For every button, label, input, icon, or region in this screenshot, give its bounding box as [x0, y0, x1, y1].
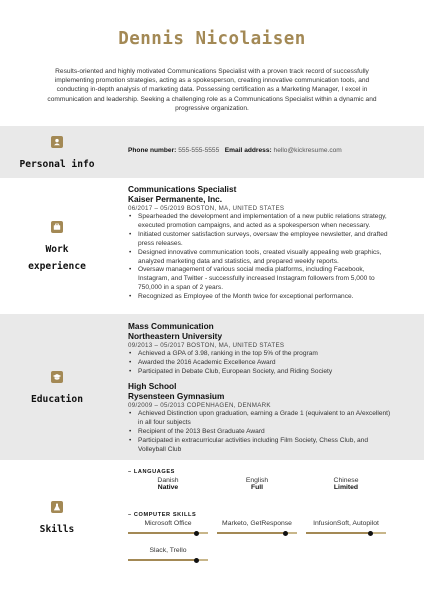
skill-name: Marketo, GetResponse	[222, 520, 292, 527]
skill-name: Microsoft Office	[144, 520, 192, 527]
phone-value: 555-555-5555	[178, 147, 220, 154]
education-bullets	[128, 350, 396, 377]
personal-info-title: Personal info	[19, 159, 95, 170]
skill-name: InfusionSoft, Autopilot	[313, 520, 379, 527]
skill-bar	[128, 532, 208, 534]
personal-info-section	[0, 126, 424, 178]
skills-heading	[0, 500, 114, 538]
degree-title: High School	[128, 381, 177, 391]
skill-dot	[283, 531, 288, 536]
skills-section	[0, 460, 424, 600]
language-level: Limited	[333, 484, 359, 491]
skill-marketo	[217, 519, 297, 534]
skills-title: Skills	[39, 524, 75, 535]
candidate-name: Dennis Nicolaisen	[118, 29, 306, 49]
graduation-cap-icon	[51, 371, 63, 383]
phone-label: Phone number:	[128, 147, 177, 154]
language-level: Full	[250, 484, 264, 491]
list-item: • Awarded the 2016 Academic Excellence Award	[128, 359, 396, 368]
language-english	[217, 477, 297, 491]
work-experience-heading	[0, 220, 114, 275]
contact-line	[128, 147, 396, 154]
computer-skills-label: – COMPUTER SKILLS	[128, 512, 197, 518]
summary-text: Results-oriented and highly motivated Communications Specialist with a proven track record of successfully implementing promotion strategies, acting as a spokesperson, creating innovative communication tools, and conducting in-depth analysis of marketing data. Possessing certification as a Marketing Manager, I excel in communication and leadership. Seeking a challenging role as a Communications Specialist within a dynamic and progressive organization.	[47, 68, 377, 112]
skill-slack-trello	[128, 546, 208, 561]
list-item: • Spearheaded the development and implementation of a new public relations strategy, executed promotion campaigns, and acted as a spokesperson when necessary.	[128, 213, 396, 231]
work-title-line2: experience	[28, 261, 86, 272]
skill-fill	[306, 532, 370, 534]
job-company: Kaiser Permanente, Inc.	[128, 193, 223, 204]
education-meta: 09/2009 – 05/2013 COPENHAGEN, DENMARK	[128, 402, 271, 409]
list-item: • Participated in extracurricular activities including Film Society, Chess Club, and Volleyball Club	[128, 437, 396, 455]
language-chinese	[306, 477, 386, 491]
skill-microsoft-office	[128, 519, 208, 534]
skill-bar	[306, 532, 386, 534]
email-label: Email address:	[224, 147, 272, 154]
work-title-line1: Work	[45, 244, 69, 255]
skill-infusionsoft	[306, 519, 386, 534]
skill-fill	[128, 532, 196, 534]
job-bullets	[128, 213, 396, 302]
school-name: Northeastern University	[128, 330, 223, 341]
skill-fill	[217, 532, 285, 534]
education-meta: 09/2013 – 05/2017 BOSTON, MA, UNITED STATES	[128, 342, 285, 349]
skill-fill	[128, 559, 196, 561]
personal-info-heading	[0, 135, 114, 173]
work-experience-section	[0, 178, 424, 314]
list-item: • Participated in Debate Club, European Society, and Riding Society	[128, 368, 396, 377]
language-name: Chinese	[333, 477, 359, 484]
skill-bar	[128, 559, 208, 561]
skill-name: Slack, Trello	[149, 547, 187, 554]
skill-dot	[194, 531, 199, 536]
list-item: • Oversaw management of various social media platforms, including Facebook, Instagram, and Twitter - successfully increased Instagram followers from 5,000 to 750,000 in a span of 2 years.	[128, 266, 396, 293]
language-level: Native	[157, 484, 179, 491]
list-item: • Designed innovative communication tools, created visually appealing web graphics, analyzed marketing data and statistics, and prepared weekly reports.	[128, 249, 396, 267]
list-item: • Achieved a GPA of 3.98, ranking in the top 5% of the program	[128, 350, 396, 359]
education-heading	[0, 370, 114, 408]
school-name: Rysensteen Gymnasium	[128, 390, 225, 401]
job-entry	[128, 185, 396, 302]
education-bullets	[128, 410, 396, 455]
education-entry	[128, 382, 396, 455]
person-icon	[51, 136, 63, 148]
language-danish	[128, 477, 208, 491]
education-entry	[128, 322, 396, 377]
job-meta: 06/2017 – 05/2019 BOSTON, MA, UNITED STATES	[128, 205, 285, 212]
job-title: Communications Specialist	[128, 184, 237, 194]
skill-dot	[194, 558, 199, 563]
list-item: • Recipient of the 2013 Best Graduate Award	[128, 428, 396, 437]
briefcase-icon	[51, 221, 63, 233]
languages-label: – LANGUAGES	[128, 469, 176, 475]
education-title: Education	[31, 394, 83, 405]
language-name: Danish	[157, 477, 179, 484]
language-name: English	[245, 477, 269, 484]
skill-dot	[368, 531, 373, 536]
education-section	[0, 314, 424, 460]
list-item: • Initiated customer satisfaction surveys, oversaw the employee newsletter, and drafted press releases.	[128, 231, 396, 249]
flask-icon	[51, 501, 63, 513]
list-item: • Achieved Distinction upon graduation, earning a Grade 1 (equivalent to an A/excellent) in all four subjects	[128, 410, 396, 428]
skill-bar	[217, 532, 297, 534]
email-value: hello@kickresume.com	[273, 147, 342, 154]
list-item: • Recognized as Employee of the Month twice for exceptional performance.	[128, 293, 396, 302]
degree-title: Mass Communication	[128, 321, 214, 331]
